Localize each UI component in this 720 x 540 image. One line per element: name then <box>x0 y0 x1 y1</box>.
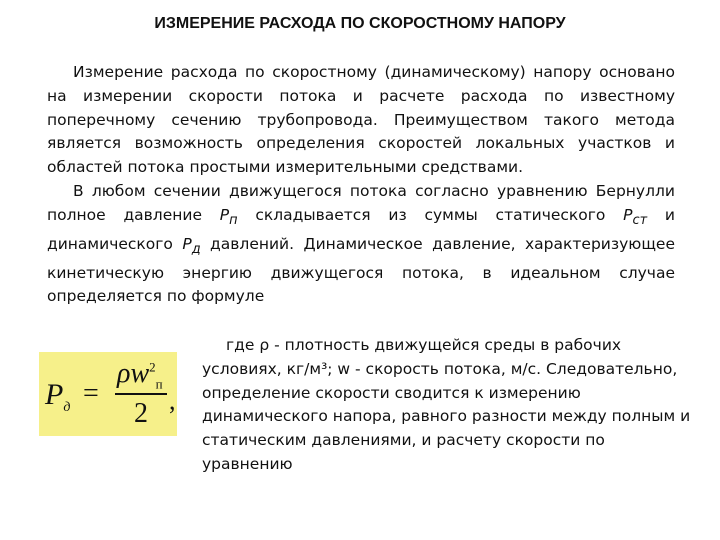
paragraph-explanation: где ρ - плотность движущейся среды в рабочих условиях, кг/м³; w - скорость потока, м/с. Следовательно, определение скорости сводится к измерению динамического напора, равного разности между полным и статическим давлениями, и расчету скорости по уравнению <box>202 336 691 473</box>
formula-lhs: $P_д$ <box>45 378 71 415</box>
page-title: ИЗМЕРЕНИЕ РАСХОДА ПО СКОРОСТНОМУ НАПОРУ <box>154 15 566 32</box>
symbol-dynamic-pressure: $P_д$ <box>182 234 201 257</box>
formula-explanation <box>202 334 694 477</box>
formula-numerator: $\rho w^2_п$ <box>117 358 163 392</box>
formula-equals: = <box>83 378 99 409</box>
dynamic-pressure-formula <box>39 352 177 436</box>
symbol-static-pressure: $P_{ст}$ <box>623 205 648 228</box>
formula-comma: , <box>169 386 176 415</box>
paragraph-method: Измерение расхода по скоростному (динамическому) напору основано на измерении скорости потока и расчете расхода по известному поперечному сечению трубопровода. Преимуществом такого метода является возможность определения скоростей локальных участков и областей потока простыми измерительными средствами. <box>47 63 675 177</box>
fraction-bar <box>115 393 167 395</box>
formula-denominator: 2 <box>134 398 148 429</box>
symbol-full-pressure: $P_п$ <box>219 205 238 228</box>
paragraph-bernoulli: В любом сечении движущегося потока согласно уравнению Бернулли полное давление $P_п$ складывается из суммы статического $P_{ст}$ и динамического $P_д$ давлений. Динамическое давление, характеризующее кинетическую энергию движущегося потока, в идеальном случае определяется по формуле <box>47 181 675 306</box>
intro-text <box>47 61 675 309</box>
